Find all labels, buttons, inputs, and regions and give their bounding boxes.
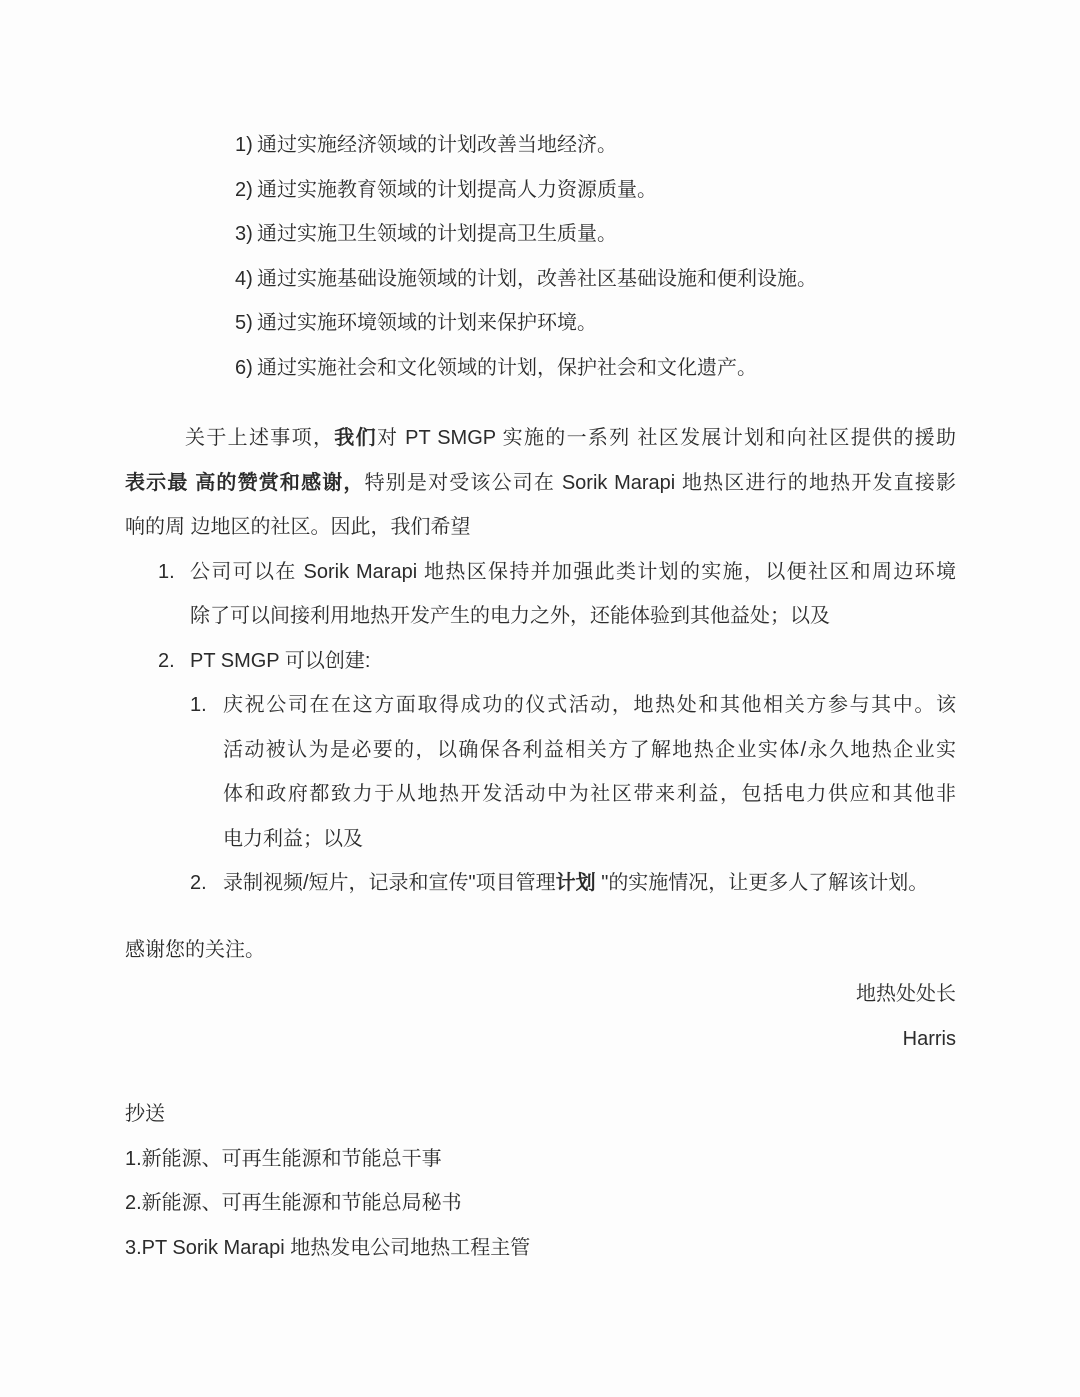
sub-request-marker: 2. (190, 872, 207, 894)
request-marker: 1. (158, 560, 175, 583)
paragraph-line (125, 461, 956, 506)
request-marker: 2. (158, 649, 175, 672)
goal-item (125, 257, 956, 302)
goals-list (125, 123, 956, 390)
sub-request-line: 庆祝公司在在这方面取得成功的仪式活动，地热处和其他相关方参与其中。该 (223, 694, 956, 716)
goal-marker: 3) (235, 223, 253, 245)
sub-request-line (223, 861, 956, 906)
paragraph-text: 关于上述事项， (185, 427, 335, 449)
goal-marker: 6) (235, 356, 253, 379)
goal-marker: 2) (235, 178, 253, 201)
goal-item (125, 123, 956, 168)
sub-request-text: "的实施情况，让更多人了解该计划。 (595, 872, 929, 894)
cc-item: 2.新能源、可再生能源和节能总局秘书 (125, 1192, 462, 1214)
goal-marker: 4) (235, 267, 253, 290)
paragraph-text: 特别是对受该公司在 Sorik Marapi 地热区进行的地热开发直接影 (364, 471, 956, 494)
goal-marker: 5) (235, 312, 253, 334)
cc-label: 抄送 (125, 1103, 165, 1125)
sub-request-line: 体和政府都致力于从地热开发活动中为社区带来利益，包括电力供应和其他非 (223, 783, 956, 805)
sub-request-line: 活动被认为是必要的，以确保各利益相关方了解地热企业实体/永久地热企业实 (223, 738, 956, 761)
paragraph-line: 响的周 边地区的社区。因此，我们希望 (125, 516, 471, 538)
request-line: 除了可以间接利用地热开发产生的电力之外，还能体验到其他益处；以及 (190, 605, 830, 627)
goal-item (125, 168, 956, 213)
request-item (125, 639, 956, 684)
goal-text: 通过实施基础设施领域的计划，改善社区基础设施和便利设施。 (257, 267, 817, 290)
signature-name: Harris (902, 1027, 956, 1050)
sub-request-bold-text: 计划 (555, 872, 596, 894)
signature-block (125, 972, 956, 1061)
request-line: 公司可以在 Sorik Marapi 地热区保持并加强此类计划的实施，以便社区和周边环境 (190, 560, 956, 583)
goal-text: 通过实施经济领域的计划改善当地经济。 (257, 134, 617, 156)
closing-thanks: 感谢您的关注。 (125, 938, 265, 961)
goal-text: 通过实施环境领域的计划来保护环境。 (257, 312, 597, 334)
request-body (190, 550, 956, 639)
request-item (125, 550, 956, 639)
request-line: PT SMGP 可以创建: (190, 649, 371, 672)
goal-text: 通过实施卫生领域的计划提高卫生质量。 (257, 223, 617, 245)
paragraph-bold-text: 表示最 高的赞赏和感谢， (125, 471, 365, 494)
cc-section (125, 1092, 956, 1270)
request-body (190, 639, 956, 684)
goal-item (125, 212, 956, 257)
sub-request-body (223, 683, 956, 861)
goal-text: 通过实施教育领域的计划提高人力资源质量。 (257, 178, 657, 201)
signature-title: 地热处处长 (856, 983, 956, 1005)
goal-text: 通过实施社会和文化领域的计划，保护社会和文化遗产。 (257, 356, 757, 379)
paragraph-line (125, 416, 956, 461)
sub-request-marker: 1. (190, 694, 207, 716)
paragraph-text: 对 PT SMGP 实施的一系列 社区发展计划和向社区提供的援助 (376, 427, 957, 449)
goal-item (125, 301, 956, 346)
sub-request-line: 电力利益；以及 (223, 827, 363, 850)
goal-item (125, 346, 956, 391)
sub-request-text: 录制视频/短片，记录和宣传"项目管理 (223, 872, 556, 894)
cc-item: 1.新能源、可再生能源和节能总干事 (125, 1147, 442, 1170)
intro-paragraph (125, 416, 956, 550)
sub-request-body (223, 861, 956, 906)
paragraph-bold-text: 我们 (334, 427, 377, 449)
request-list (125, 550, 956, 906)
goal-marker: 1) (235, 134, 253, 156)
sub-request-item (125, 683, 956, 861)
cc-item: 3.PT Sorik Marapi 地热发电公司地热工程主管 (125, 1236, 531, 1259)
sub-request-item (125, 861, 956, 906)
